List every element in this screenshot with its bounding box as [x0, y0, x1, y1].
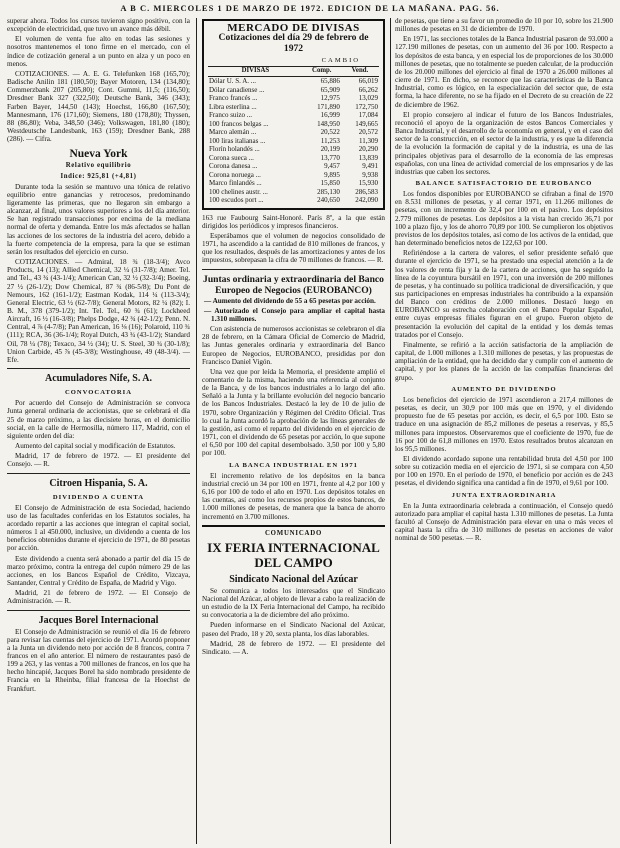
currency-name: 100 chelines austr. ...	[209, 187, 268, 196]
notice-text: Aumento del capital social y modificación de Estatutos.	[15, 442, 176, 451]
subheadline-convocatoria: CONVOCATORIA	[65, 389, 132, 397]
article-text: El volumen de venta fue alto en todas las sesiones y nosotros mantenemos el tono firme en el mercado, con el índice de cotización general a un punto en alza y un poco en menos.	[7, 35, 190, 68]
divider	[7, 473, 190, 474]
subheadline-relativo-equilibrio: Relativo equilibrio	[65, 162, 132, 170]
currency-buy-rate: 16,999	[320, 111, 340, 120]
currency-table	[208, 57, 379, 205]
article-text: Una vez que por leída la Memoria, el presidente amplió el comentario de la misma, haciendo una referencia al conjunto de la Banca, y de los bancos industriales a lo largo del año. Señaló a la Junta y la brillante evolución del negocio bancario de los Bancos Industriales. Destacó la ley de 10 de julio de 1970, sobre Organización y Régimen del Crédito Oficial. Tras lo cual la Junta acordó la aprobación de las líneas generales de la gestión, así como el reparto del dividendo en el ejercicio de 1971, con el dividendo de 65 pesetas por acción, lo que supone el 6,50 por 100 del capital desembolsado. 3,50 por 100 y 5,80 por 100.	[202, 367, 385, 458]
currency-sell-rate: 9,491	[362, 162, 378, 171]
currency-row	[208, 103, 379, 112]
currency-sell-rate: 242,090	[355, 196, 378, 205]
currency-row	[208, 188, 379, 197]
headline-sindicato-azucar: Sindicato Nacional del Azúcar	[229, 573, 358, 585]
currency-sell-rate: 11,309	[359, 136, 378, 145]
currency-name: Florín holandés ...	[209, 145, 260, 154]
currency-name: Corona danesa ...	[209, 162, 258, 171]
stock-quotes-frankfurt: COTIZACIONES. — A. E. G. Telefunken 168 (165,70); Badische Anilin 181 (180,50); Bayer Motoren, 134 (134,80); Commerzbank 207 (205,80); Cont. Gummi, 11,5; (116,50); Dresdner Bank 327 (322,50); Deutsche Bank, 346 (343); Farben Bayer, 144,50 (143); Hoechst, 166,80 (167,50); Mannesmann, 176 (171,60); Siemens, 180 (178,80); Thyssen, 88 (86,80); Veba, 348,50 (346); Volkswagen, 181,80 (180); Westdeutsche Landesbank, 163 (159); Dresdner Bank, 288 (286). — Cifra.	[7, 69, 190, 144]
notice-signature: Madrid, 28 de febrero de 1972. — El presidente del Sindicato. — A.	[202, 639, 385, 656]
currency-row	[208, 120, 379, 129]
highlight-bullet: — Aumento del dividendo de 55 a 65 pesetas por acción.	[204, 296, 376, 305]
currency-buy-rate: 20,199	[320, 145, 340, 154]
currency-name: Marco alemán ...	[209, 128, 257, 137]
subheadline-aumento-dividendo: AUMENTO DE DIVIDENDO	[451, 385, 557, 393]
currency-row	[208, 145, 379, 154]
article-text: Los fondos disponibles por EUROBANCO se cifraban a final de 1970 en 8.531 millones de pesetas, y al cerrar 1971, en 11.266 millones de pesetas, con un incremento de 32,4 por 100 en el pasivo. Los depósitos 2.779 millones de pesetas. Los depósitos a la vista han crecido 36,71 por 100 a plazo fijo, y los de ahorro 70,89 por 100. Se cumplieron los objetivos previstos de los depósitos totales, así como de los activos de la entidad, que han determinado beneficios netos de 122,63 por 100.	[395, 190, 613, 248]
currency-sell-rate: 13,029	[358, 94, 378, 103]
currency-sell-rate: 13,839	[358, 153, 378, 162]
currency-table-header-sell: Vend.	[341, 66, 379, 77]
currency-name: Marco finlandés ...	[209, 179, 262, 188]
currency-sell-rate: 20,572	[358, 128, 378, 137]
column-rule-right	[390, 18, 391, 844]
currency-table-group-header: CAMBIO	[303, 57, 379, 66]
currency-buy-rate: 13,770	[320, 153, 340, 162]
notice-signature: Madrid, 17 de febrero de 1972. — El presidente del Consejo. — R.	[7, 452, 190, 469]
currency-row	[208, 111, 379, 120]
index-value: Indice: 925,81 (+4,81)	[60, 172, 137, 180]
currency-market-date: Cotizaciones del día 29 de febrero de 1972	[218, 32, 369, 55]
article-text: de pesetas, que tiene a su favor un promedio de 10 por 10, sobre los 21.900 millones de pesetas en 31 de diciembre de 1970.	[395, 17, 613, 34]
currency-row	[208, 171, 379, 180]
article-text: Durante toda la sesión se mantuvo una tónica de relativo equilibrio entre ganancias y retrocesos, predominando ligeramente las primeras, que no llegaron sin embargo a alcanzar, al final, unos valores superiores a los del día anterior. Se han registrado transacciones por encima de la mediana normal de oferta y demanda. Entre los más afectados se hallan las acciones de los sectores de la industria del acero, debido a la fuerte competencia de la empresa, para la que se estiman serán los resultados del ejercicio en curso.	[7, 182, 190, 256]
notice-text: Por acuerdo del Consejo de Administración se convoca Junta general ordinaria de accionistas, que se celebrará el día 25 de marzo próximo, a las diecisiete horas, en el domicilio social, en la calle de Hermosilla, número 117, Madrid, con el siguiente orden del día:	[7, 399, 190, 440]
currency-name: 100 francos belgas ...	[209, 119, 269, 128]
stock-quotes-new-york: COTIZACIONES. — Admiral, 18 ¾ (18-3/4); Avco Products, 14 (13); Allied Chemical, 32 ¼ (31-7/8); Amer. Tel. and Tel., 43 ¾ (43-1/4); American Can, 32 ½ (32-3/4); Boeing, 27 ½ (26-1/2); Dow Chemical, 87 ¾ (86-5/8); Du Pont de Nemours, 162 (161-1/2); Eastman Kodak, 114 ¼ (113-3/4); General Electric, 63 ½ (62-7/8); General Motors, 82 ¼ (82); I. B. M., 378 (379-1/2); Int. Tel. Tel., 60 ¾ (61); Lockheed Aircraft, 16 ½ (16-3/8); Phelps Dodge, 42 ¾ (42-1/2); Penn. N. Central, 4 ⅞ (4-7/8); Pan American, 16 ⅛ (16); Polaroid, 110 ¾ (111); RCA, 36 (36-1/4); Royal Dutch, 43 ¾ (43-1/2); Standard Oil, 78 ¼ (78); Texaco, 34 ½ (34); U. S. Steel, 30 ¾ (30-1/8); Union Carbide, 45 ⅞ (45-3/8); Westinghouse, 49 (48-3/4). — Efe.	[7, 258, 190, 364]
highlight-bullet: — Autorizado el Consejo para ampliar el capital hasta 1.310 millones.	[204, 306, 385, 323]
currency-sell-rate: 66,019	[358, 77, 378, 86]
currency-sell-rate: 20,290	[358, 145, 378, 154]
currency-buy-rate: 11,253	[320, 136, 340, 145]
currency-name: Libra esterlina ...	[209, 102, 257, 111]
currency-buy-rate: 171,890	[317, 102, 340, 111]
article-text: En 1971, las secciones totales de la Banca Industrial pasaron de 93.000 a 127.190 millones de pesetas, con un aumento del 36 por 100. Respecto a los depósitos de esta banca, y en especial los de proporciones de los 30.000 millones de pesetas, que no totalmente se pueden calcular, de la producción de los 20.000 millones del ejercicio al final de 1970 a 26.000 millones al cierre de 1971. En dicho, se reconoce que las características de la Banca Industrial, como es lógico, en la especialización del sector que, de esta forma, la hace diferente, no se ha fijado en el Decreto de su creación de 22 de diciembre de 1962.	[395, 35, 613, 109]
currency-name: Corona sueca ...	[209, 153, 254, 162]
article-text: El incremento relativo de los depósitos en la banca industrial creció un 34 por 100 en 1971, frente al 4,2 por 100 y 6,16 por 100 de todo el año en 1970. Los depósitos totales en las cuentas, así como los recursos propios de estos bancos, de 1.000 millones de pesetas, de manera que la banca de ahorro incrementó en 3.700 millones.	[202, 471, 385, 521]
currency-name: Franco suizo ...	[209, 111, 252, 120]
currency-name: 100 escudos port ...	[209, 196, 264, 205]
divider	[7, 610, 190, 611]
currency-name: Dólar U. S. A. ...	[209, 77, 257, 86]
currency-buy-rate: 240,650	[317, 196, 340, 205]
currency-row	[208, 179, 379, 188]
column-2	[202, 17, 385, 846]
currency-sell-rate: 149,665	[355, 119, 378, 128]
currency-buy-rate: 285,130	[317, 187, 340, 196]
currency-name: Dólar canadiense ...	[209, 85, 265, 94]
currency-row	[208, 128, 379, 137]
divider	[202, 269, 385, 270]
currency-sell-rate: 286,583	[355, 187, 378, 196]
article-text: El Consejo de Administración se reunió el día 16 de febrero para revisar las cuentas del ejercicio de 1971. Acordó proponer a la Junta un dividendo neto por acción de 8 francos, contra 7 francos en el año anterior. El número de restaurantes pasó de 199 a 263, y las ventas a 700 millones de francos, en los que ha hecho hincapié, Jacques Borel ha sido nombrado presidente de Francia en la Rheinba, filial francesa de la Hoechst de Frankfurt.	[7, 627, 190, 693]
article-text: superar ahora. Todos los cursos tuvieron signo positivo, con la excepción de electricidad, que tuvo un avance más débil.	[7, 17, 190, 34]
headline-feria-internacional: IX FERIA INTERNACIONAL DEL CAMPO	[207, 539, 380, 570]
currency-name: 100 liras italianas ...	[209, 136, 266, 145]
currency-table-header-currency: DIVISAS	[208, 66, 303, 77]
subheadline-balance-satisfactorio: BALANCE SATISFACTORIO DE EUROBANCO	[415, 179, 593, 187]
currency-sell-rate: 9,938	[362, 170, 378, 179]
column-1	[7, 17, 190, 846]
currency-buy-rate: 148,950	[317, 119, 340, 128]
headline-citroen-hispania: Citroen Hispania, S. A.	[49, 477, 148, 489]
currency-buy-rate: 15,850	[320, 179, 340, 188]
currency-sell-rate: 17,084	[358, 111, 378, 120]
currency-buy-rate: 65,909	[320, 85, 340, 94]
notice-signature: Madrid, 21 de febrero de 1972. — El Consejo de Administración. — R.	[7, 589, 190, 606]
notice-text: Este dividendo a cuenta será abonado a partir del día 15 de marzo próximo, contra la entrega del cupón número 29 de las acciones, en los Bancos Español de Crédito, Vizcaya, Santander, Central y Crédito de España, de Madrid y Vigo.	[7, 554, 190, 588]
article-text: 163 rue Faubourg Saint-Honoré. París 8º, a la que están dirigidos los periódicos y impresos financieros.	[202, 213, 385, 230]
headline-acumuladores-nife: Acumuladores Nife, S. A.	[44, 373, 153, 385]
article-text: Finalmente, se refirió a la acción satisfactoria de la ampliación de capital, de 1.000 millones a 1.310 millones de pesetas, y las propuestas de ampliación de la entidad, que ha decidido dar y cumplir con el aumento de capital, y por los planes de la acción de las compañías financieras del grupo.	[395, 340, 613, 382]
subheadline-junta-extraordinaria: JUNTA EXTRAORDINARIA	[451, 491, 557, 499]
newspaper-masthead: A B C. MIERCOLES 1 DE MARZO DE 1972. EDICION DE LA MAÑANA. PAG. 56.	[120, 3, 500, 13]
notice-text: Se comunica a todos los interesados que el Sindicato Nacional del Azúcar, al objeto de llevar a cabo la realización de un estudio de la IX Feria Internacional del Campo, ha recibido su convocatoria a la de diciembre del año próximo.	[202, 586, 385, 620]
column-rule-left	[196, 18, 197, 844]
currency-sell-rate: 66,262	[358, 85, 378, 94]
currency-market-box	[202, 19, 385, 210]
currency-table-header-buy: Comp.	[303, 66, 341, 77]
article-text: En la Junta extraordinaria celebrada a continuación, el Consejo quedó autorizado para ampliar el capital hasta 1.310 millones de pesetas. La Junta facultó al Consejo de Administración para elevar en una o más veces el capital hasta la cifra de 310 millones de pesetas en acciones de valor nominal de 500 pesetas. — R.	[395, 501, 613, 543]
divider	[7, 368, 190, 369]
notice-text: El Consejo de Administración de esta Sociedad, haciendo uso de las facultades conferidas en los Estatutos sociales, ha acordado repartir a las acciones que integran el capital social, números 1 al 450.000, inclusive, un dividendo a cuenta de los beneficios obtenidos durante el ejercicio de 1971, de 80 pesetas por acción.	[7, 503, 190, 553]
currency-buy-rate: 12,975	[320, 94, 340, 103]
article-text: Los beneficios del ejercicio de 1971 ascendieron a 217,4 millones de pesetas, es decir, un 30,9 por 100 más que en 1970, y el dividendo propuesto fue de 65 pesetas por acción, es decir, el 6,5 por 100. Esto se traduce en una asignación de 85,2 millones de pesetas a reservas, y 85,5 millones para impuestos. Observaremos que el coeficiente de 1970, fue de 16 por 100 de 61,8 millones en 1970. Estos resultados brutos alcanzan en los 95,5 millones.	[395, 395, 613, 453]
currency-row	[208, 86, 379, 95]
notice-text: Pueden informarse en el Sindicato Nacional del Azúcar, paseo del Prado, 18 y 20, sexta planta, los días laborables.	[202, 621, 385, 638]
article-text: El propio consejero al indicar el futuro de los Bancos Industriales, reconoció el apoyo de la organización de estos Bancos Comerciales y Banca Industrial, y el desarrollo de la economía en general, y en el caso del sector de la construcción, en el sector de la industria, y es que la diferencia de la evolución la formación de capital y de la industria, es una de las principales objetivas para el desarrollo de la economía de las empresas españolas, con una línea de actividad comercial de los empresarios y de las industrias que caben los sectores.	[395, 110, 613, 176]
headline-juntas-eurobanco: Juntas ordinaria y extraordinaria del Banco Europeo de Negocios (EUROBANCO)	[203, 273, 384, 296]
article-text: El dividendo acordado supone una rentabilidad bruta del 4,50 por 100 sobre su cotización media en el ejercicio de 1971, si se compara con 4,50 por 100 en 1970. En el período de 1970, el beneficio por acción es de 243 pesetas, el dividendo significa una cantidad a fin de 1970, el 9,61 por 100.	[395, 454, 613, 488]
currency-buy-rate: 9,457	[324, 162, 340, 171]
currency-name: Corona noruega ...	[209, 170, 261, 179]
currency-row	[208, 77, 379, 86]
currency-name: Franco francés ...	[209, 94, 258, 103]
currency-buy-rate: 65,886	[320, 77, 340, 86]
subheadline-dividendo-a-cuenta: DIVIDENDO A CUENTA	[52, 493, 145, 501]
currency-row	[208, 94, 379, 103]
headline-nueva-york: Nueva York	[69, 148, 128, 161]
headline-jacques-borel: Jacques Borel Internacional	[38, 614, 159, 626]
article-text: Con asistencia de numerosos accionistas se celebraron el día 28 de febrero, en la Cámara Oficial de Comercio de Madrid, las Juntas generales ordinaria y extraordinaria del Banco Europeo de Negocios, EUROBANCO, presididas por don Francisco Daniel Vigón.	[202, 325, 385, 366]
currency-sell-rate: 172,750	[355, 102, 378, 111]
currency-row	[208, 137, 379, 146]
subheadline-banca-industrial: LA BANCA INDUSTRIAL EN 1971	[229, 461, 358, 469]
currency-buy-rate: 9,895	[324, 170, 340, 179]
currency-sell-rate: 15,930	[358, 179, 378, 188]
article-text: Refiriéndose a la cartera de valores, el señor presidente señaló que durante el ejercicio de 1971, se ha prestado una especial atención a la de los valores de renta fija y la de la cartera de acciones, que ha seguido la línea de la coyuntura bursátil en 1971, con una inversión de 200 millones de pesetas, y ha continuado su política tradicional de diversificación, y que sus participaciones en empresas industriales ha contribuido a la expansión del Banco con créditos de 2.000 millones. Destacó luego en EUROBANCO su estrecha colaboración con el Banco Popular Español, entre cuyas empresas filiales figuran en el grupo. Fueron objeto de presentación la evolución del capital de la entidad y los demás temas tratados por el Consejo.	[395, 249, 613, 339]
column-3	[395, 17, 613, 846]
currency-market-title: MERCADO DE DIVISAS	[227, 22, 360, 34]
currency-buy-rate: 20,522	[320, 128, 340, 137]
currency-row	[208, 154, 379, 163]
communique-label: COMUNICADO	[202, 525, 385, 538]
currency-row	[208, 162, 379, 171]
article-text: Esperábamos que el volumen de negocios consolidado de 1971, ha ascendido a la cantidad de 810 millones de francos, y que los resultados, después de las amortizaciones y antes de los impuestos, sobrepasan la cifra de 70 millones de francos. — R.	[202, 231, 385, 265]
currency-row	[208, 196, 379, 205]
